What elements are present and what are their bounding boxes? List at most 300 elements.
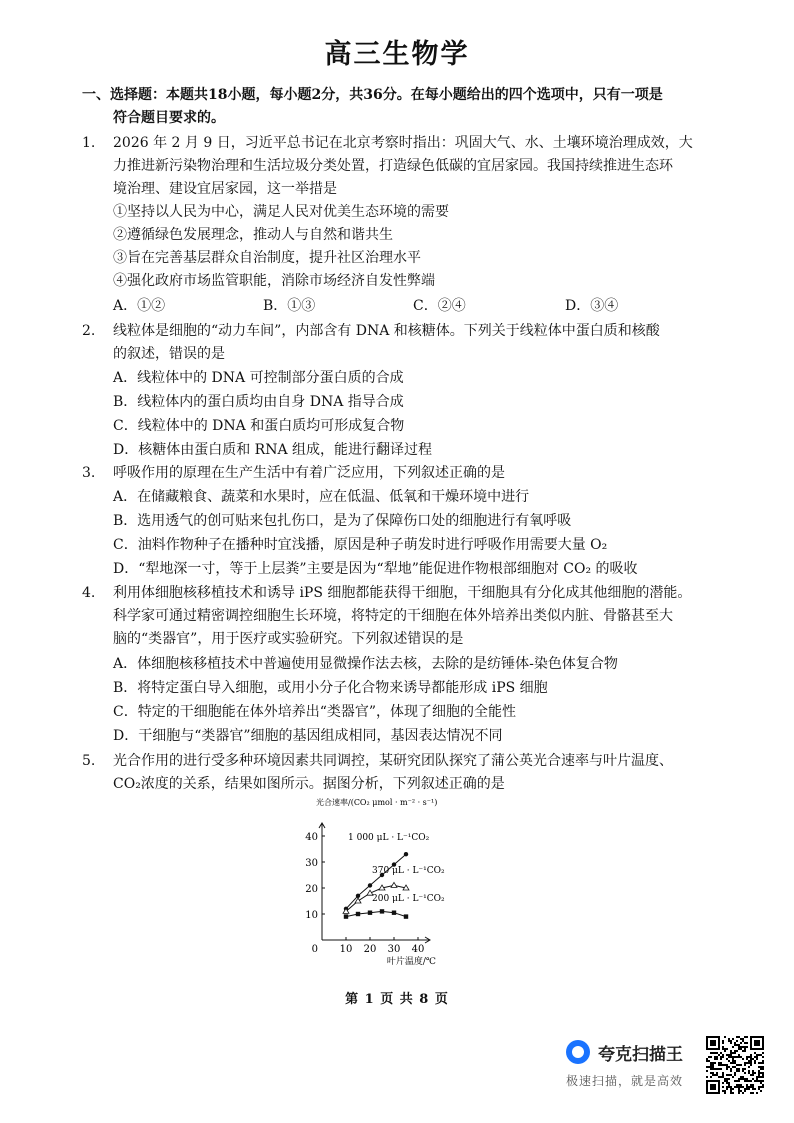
- qr-module: [760, 1090, 762, 1092]
- qr-module: [726, 1064, 728, 1066]
- qr-module: [758, 1080, 760, 1082]
- qr-module: [762, 1076, 764, 1078]
- option-a[interactable]: A．在储藏粮食、蔬菜和水果时，应在低温、低氧和干燥环境中进行: [113, 489, 530, 505]
- qr-module: [746, 1036, 748, 1038]
- qr-module: [754, 1062, 756, 1064]
- question-number: 1.: [82, 135, 96, 151]
- qr-module: [742, 1040, 744, 1042]
- qr-module: [742, 1068, 744, 1070]
- qr-module: [758, 1072, 760, 1074]
- qr-module: [732, 1056, 734, 1058]
- option-a[interactable]: A．体细胞核移植技术中普遍使用显微操作法去核，去除的是纺锤体-染色体复合物: [113, 656, 618, 672]
- question-text: 的叙述，错误的是: [113, 346, 225, 362]
- qr-module: [728, 1066, 730, 1068]
- qr-module: [740, 1078, 742, 1080]
- qr-module: [738, 1092, 740, 1094]
- qr-module: [754, 1056, 756, 1058]
- qr-module: [762, 1052, 764, 1054]
- qr-module: [722, 1046, 724, 1048]
- qr-module: [738, 1090, 740, 1092]
- qr-module: [736, 1068, 738, 1070]
- qr-module: [708, 1066, 710, 1068]
- qr-module: [756, 1080, 758, 1082]
- qr-module: [744, 1062, 746, 1064]
- qr-module: [758, 1076, 760, 1078]
- qr-module: [740, 1086, 742, 1088]
- qr-module: [728, 1054, 730, 1056]
- qr-module: [756, 1056, 758, 1058]
- qr-module: [738, 1036, 740, 1038]
- qr-module: [746, 1084, 748, 1086]
- qr-module: [738, 1046, 740, 1048]
- qr-module: [752, 1086, 754, 1088]
- qr-module: [716, 1072, 718, 1074]
- qr-module: [744, 1072, 746, 1074]
- qr-module: [760, 1066, 762, 1068]
- qr-module: [748, 1066, 750, 1068]
- qr-module: [758, 1062, 760, 1064]
- qr-module: [710, 1064, 712, 1066]
- qr-module: [732, 1062, 734, 1064]
- qr-module: [724, 1090, 726, 1092]
- qr-module: [712, 1064, 714, 1066]
- qr-module: [752, 1074, 754, 1076]
- qr-module: [718, 1068, 720, 1070]
- qr-module: [760, 1076, 762, 1078]
- qr-module: [716, 1074, 718, 1076]
- qr-module: [734, 1072, 736, 1074]
- qr-module: [750, 1080, 752, 1082]
- qr-module: [730, 1088, 732, 1090]
- qr-module: [734, 1062, 736, 1064]
- qr-module: [738, 1056, 740, 1058]
- qr-module: [730, 1074, 732, 1076]
- option-d[interactable]: D．核糖体由蛋白质和 RNA 组成，能进行翻译过程: [113, 442, 433, 458]
- qr-module: [722, 1076, 724, 1078]
- qr-module: [712, 1062, 714, 1064]
- origin-label: 0: [311, 944, 318, 955]
- photosynthesis-chart: [290, 795, 510, 965]
- y-tick-label: 20: [305, 884, 318, 895]
- qr-module: [740, 1048, 742, 1050]
- qr-module: [734, 1052, 736, 1054]
- question-number: 2.: [82, 323, 96, 339]
- qr-finder-core: [710, 1084, 716, 1090]
- qr-module: [762, 1072, 764, 1074]
- qr-module: [710, 1052, 712, 1054]
- qr-module: [746, 1086, 748, 1088]
- qr-module: [716, 1052, 718, 1054]
- qr-module: [724, 1050, 726, 1052]
- y-axis-label: 光合速率/(CO₂ μmol · m⁻² · s⁻¹): [316, 798, 438, 807]
- qr-module: [756, 1054, 758, 1056]
- qr-module: [740, 1046, 742, 1048]
- qr-module: [758, 1088, 760, 1090]
- qr-module: [746, 1046, 748, 1048]
- section-header-line2: 符合题目要求的。: [113, 110, 225, 126]
- data-point: [368, 883, 372, 887]
- qr-module: [762, 1060, 764, 1062]
- qr-module: [732, 1060, 734, 1062]
- qr-module: [730, 1050, 732, 1052]
- option-a[interactable]: A．①②: [113, 298, 166, 314]
- qr-module: [738, 1080, 740, 1082]
- qr-module: [726, 1088, 728, 1090]
- qr-module: [740, 1076, 742, 1078]
- qr-module: [744, 1078, 746, 1080]
- qr-module: [748, 1086, 750, 1088]
- question-statement: ③旨在完善基层群众自治制度，提升社区治理水平: [113, 250, 421, 266]
- qr-module: [706, 1070, 708, 1072]
- question-text: 利用体细胞核移植技术和诱导 iPS 细胞都能获得干细胞，干细胞具有分化成其他细胞的潜能。: [113, 585, 692, 601]
- y-tick-label: 10: [305, 910, 318, 921]
- option-a[interactable]: A．线粒体中的 DNA 可控制部分蛋白质的合成: [113, 370, 404, 386]
- option-b[interactable]: B．将特定蛋白导入细胞，或用小分子化合物来诱导都能形成 iPS 细胞: [113, 680, 548, 696]
- qr-module: [728, 1060, 730, 1062]
- qr-module: [726, 1082, 728, 1084]
- series-label: 370 μL · L⁻¹CO₂: [372, 866, 445, 876]
- qr-module: [744, 1036, 746, 1038]
- data-point: [391, 882, 397, 887]
- qr-module: [722, 1048, 724, 1050]
- qr-module: [712, 1072, 714, 1074]
- qr-module: [740, 1090, 742, 1092]
- qr-module: [748, 1072, 750, 1074]
- qr-module: [710, 1072, 712, 1074]
- qr-module: [734, 1074, 736, 1076]
- qr-module: [762, 1080, 764, 1082]
- question-number: 3.: [82, 465, 96, 481]
- qr-module: [722, 1064, 724, 1066]
- qr-code-icon: [706, 1036, 764, 1094]
- qr-module: [710, 1068, 712, 1070]
- qr-module: [760, 1068, 762, 1070]
- qr-module: [750, 1054, 752, 1056]
- qr-module: [756, 1078, 758, 1080]
- qr-module: [730, 1062, 732, 1064]
- qr-module: [748, 1088, 750, 1090]
- qr-module: [742, 1076, 744, 1078]
- qr-module: [754, 1060, 756, 1062]
- qr-module: [728, 1056, 730, 1058]
- question-text: 光合作用的进行受多种环境因素共同调控，某研究团队探究了蒲公英光合速率与叶片温度、: [113, 753, 673, 769]
- page-title: 高三生物学: [324, 39, 470, 70]
- qr-module: [726, 1068, 728, 1070]
- qr-module: [730, 1070, 732, 1072]
- qr-module: [724, 1078, 726, 1080]
- qr-module: [720, 1052, 722, 1054]
- qr-module: [714, 1062, 716, 1064]
- option-b[interactable]: B．①③: [263, 298, 316, 314]
- option-d[interactable]: D．干细胞与“类器官”细胞的基因组成相同，基因表达情况不同: [113, 728, 503, 744]
- qr-module: [744, 1080, 746, 1082]
- qr-finder-core: [710, 1040, 716, 1046]
- qr-module: [752, 1058, 754, 1060]
- qr-module: [728, 1084, 730, 1086]
- qr-module: [750, 1060, 752, 1062]
- qr-module: [740, 1038, 742, 1040]
- qr-module: [720, 1076, 722, 1078]
- qr-module: [726, 1066, 728, 1068]
- qr-module: [706, 1060, 708, 1062]
- qr-module: [724, 1036, 726, 1038]
- qr-module: [746, 1078, 748, 1080]
- qr-module: [734, 1056, 736, 1058]
- page-footer: 第 1 页 共 8 页: [345, 992, 449, 1007]
- qr-module: [726, 1054, 728, 1056]
- option-c[interactable]: C．线粒体中的 DNA 和蛋白质均可形成复合物: [113, 418, 405, 434]
- qr-module: [754, 1052, 756, 1054]
- qr-module: [720, 1068, 722, 1070]
- qr-module: [762, 1086, 764, 1088]
- qr-module: [738, 1086, 740, 1088]
- qr-module: [762, 1068, 764, 1070]
- data-point: [404, 914, 408, 918]
- x-tick-label: 20: [363, 944, 377, 955]
- qr-module: [722, 1056, 724, 1058]
- x-tick-label: 40: [411, 944, 425, 955]
- qr-module: [752, 1072, 754, 1074]
- qr-module: [726, 1080, 728, 1082]
- option-d[interactable]: D．“犁地深一寸，等于上层粪”主要是因为“犁地”能促进作物根部细胞对 CO₂ 的吸收: [113, 561, 638, 577]
- option-b[interactable]: B．线粒体内的蛋白质均由自身 DNA 指导合成: [113, 394, 404, 410]
- qr-module: [732, 1092, 734, 1094]
- qr-module: [734, 1044, 736, 1046]
- qr-module: [716, 1068, 718, 1070]
- qr-module: [714, 1052, 716, 1054]
- qr-module: [750, 1056, 752, 1058]
- qr-module: [724, 1064, 726, 1066]
- qr-module: [710, 1056, 712, 1058]
- qr-module: [760, 1054, 762, 1056]
- qr-module: [756, 1076, 758, 1078]
- qr-module: [734, 1060, 736, 1062]
- qr-module: [722, 1082, 724, 1084]
- section-header-line1: 一、选择题：本题共18小题，每小题2分，共36分。在每小题给出的四个选项中，只有一项是: [82, 87, 663, 103]
- question-text: 呼吸作用的原理在生产生活中有着广泛应用，下列叙述正确的是: [113, 465, 505, 481]
- data-point: [344, 914, 348, 918]
- qr-module: [732, 1058, 734, 1060]
- y-tick-label: 30: [305, 858, 318, 869]
- qr-module: [762, 1062, 764, 1064]
- qr-module: [728, 1074, 730, 1076]
- qr-module: [714, 1056, 716, 1058]
- qr-module: [744, 1046, 746, 1048]
- qr-module: [738, 1084, 740, 1086]
- question-statement: ④强化政府市场监管职能，消除市场经济自发性弊端: [113, 273, 435, 289]
- qr-module: [722, 1054, 724, 1056]
- qr-module: [736, 1086, 738, 1088]
- qr-module: [732, 1052, 734, 1054]
- series-label: 1 000 μL · L⁻¹CO₂: [348, 833, 430, 843]
- qr-module: [744, 1090, 746, 1092]
- data-point: [404, 852, 408, 856]
- y-tick-label: 40: [305, 832, 318, 843]
- qr-module: [726, 1086, 728, 1088]
- qr-module: [716, 1056, 718, 1058]
- qr-module: [718, 1054, 720, 1056]
- qr-module: [762, 1074, 764, 1076]
- qr-module: [750, 1086, 752, 1088]
- qr-module: [718, 1076, 720, 1078]
- qr-module: [736, 1040, 738, 1042]
- qr-module: [756, 1058, 758, 1060]
- qr-module: [762, 1056, 764, 1058]
- qr-module: [714, 1074, 716, 1076]
- qr-module: [710, 1062, 712, 1064]
- qr-module: [752, 1070, 754, 1072]
- qr-module: [750, 1062, 752, 1064]
- qr-module: [750, 1074, 752, 1076]
- qr-module: [734, 1080, 736, 1082]
- brand-name: 夸克扫描王: [598, 1045, 683, 1065]
- qr-module: [732, 1088, 734, 1090]
- qr-module: [762, 1084, 764, 1086]
- qr-module: [754, 1080, 756, 1082]
- qr-module: [706, 1058, 708, 1060]
- qr-module: [746, 1058, 748, 1060]
- question-text: 2026 年 2 月 9 日，习近平总书记在北京考察时指出：巩固大气、水、土壤环境治理成效，大: [113, 135, 693, 151]
- data-point: [380, 909, 384, 913]
- option-c[interactable]: C．油料作物种子在播种时宜浅播，原因是种子萌发时进行呼吸作用需要大量 O₂: [113, 537, 608, 553]
- qr-module: [712, 1052, 714, 1054]
- qr-module: [722, 1074, 724, 1076]
- qr-module: [712, 1074, 714, 1076]
- option-b[interactable]: B．选用透气的创可贴来包扎伤口，是为了保障伤口处的细胞进行有氧呼吸: [113, 513, 572, 529]
- qr-module: [754, 1088, 756, 1090]
- qr-module: [730, 1042, 732, 1044]
- qr-module: [746, 1042, 748, 1044]
- qr-module: [742, 1050, 744, 1052]
- qr-module: [728, 1078, 730, 1080]
- qr-module: [722, 1042, 724, 1044]
- qr-module: [726, 1078, 728, 1080]
- qr-module: [714, 1068, 716, 1070]
- quark-logo-icon: [566, 1040, 590, 1064]
- qr-module: [750, 1084, 752, 1086]
- qr-module: [742, 1046, 744, 1048]
- qr-module: [724, 1080, 726, 1082]
- qr-module: [722, 1086, 724, 1088]
- series-line: [346, 911, 406, 916]
- qr-module: [752, 1084, 754, 1086]
- qr-module: [726, 1074, 728, 1076]
- qr-module: [734, 1050, 736, 1052]
- qr-module: [736, 1050, 738, 1052]
- qr-module: [728, 1082, 730, 1084]
- qr-module: [706, 1076, 708, 1078]
- qr-module: [738, 1078, 740, 1080]
- qr-module: [752, 1092, 754, 1094]
- qr-module: [732, 1076, 734, 1078]
- qr-module: [722, 1090, 724, 1092]
- x-tick-label: 10: [339, 944, 353, 955]
- qr-module: [760, 1080, 762, 1082]
- qr-module: [748, 1060, 750, 1062]
- x-axis-label: 叶片温度/℃: [386, 957, 436, 965]
- qr-module: [742, 1058, 744, 1060]
- qr-module: [740, 1042, 742, 1044]
- data-point: [356, 912, 360, 916]
- qr-module: [728, 1086, 730, 1088]
- qr-module: [758, 1074, 760, 1076]
- qr-module: [740, 1056, 742, 1058]
- qr-module: [720, 1056, 722, 1058]
- qr-module: [712, 1068, 714, 1070]
- qr-module: [760, 1086, 762, 1088]
- qr-module: [728, 1040, 730, 1042]
- qr-module: [734, 1086, 736, 1088]
- qr-module: [722, 1040, 724, 1042]
- question-number: 5.: [82, 753, 96, 769]
- qr-module: [744, 1068, 746, 1070]
- qr-module: [720, 1062, 722, 1064]
- qr-module: [716, 1058, 718, 1060]
- qr-module: [738, 1048, 740, 1050]
- qr-module: [744, 1064, 746, 1066]
- qr-module: [746, 1080, 748, 1082]
- qr-module: [738, 1064, 740, 1066]
- qr-module: [760, 1062, 762, 1064]
- qr-module: [736, 1036, 738, 1038]
- question-number: 4.: [82, 585, 96, 601]
- qr-module: [748, 1080, 750, 1082]
- option-c[interactable]: C．特定的干细胞能在体外培养出“类器官”，体现了细胞的全能性: [113, 704, 517, 720]
- data-point: [392, 911, 396, 915]
- qr-module: [730, 1052, 732, 1054]
- question-statement: ①坚持以人民为中心，满足人民对优美生态环境的需要: [113, 204, 449, 220]
- qr-module: [760, 1072, 762, 1074]
- qr-module: [738, 1088, 740, 1090]
- qr-module: [738, 1068, 740, 1070]
- qr-module: [742, 1078, 744, 1080]
- qr-module: [730, 1086, 732, 1088]
- qr-module: [736, 1080, 738, 1082]
- qr-module: [724, 1092, 726, 1094]
- qr-module: [740, 1064, 742, 1066]
- qr-module: [742, 1038, 744, 1040]
- question-text: 线粒体是细胞的“动力车间”，内部含有 DNA 和核糖体。下列关于线粒体中蛋白质和核酸: [113, 323, 660, 339]
- qr-module: [758, 1070, 760, 1072]
- qr-module: [758, 1054, 760, 1056]
- qr-module: [732, 1046, 734, 1048]
- qr-module: [746, 1056, 748, 1058]
- series-label: 200 μL · L⁻¹CO₂: [372, 894, 445, 904]
- question-text: 力推进新污染物治理和生活垃圾分类处置，打造绿色低碳的宜居家园。我国持续推进生态环: [113, 158, 673, 174]
- qr-module: [752, 1078, 754, 1080]
- qr-module: [742, 1086, 744, 1088]
- option-d[interactable]: D．③④: [565, 298, 619, 314]
- qr-module: [718, 1062, 720, 1064]
- qr-module: [744, 1042, 746, 1044]
- qr-module: [736, 1056, 738, 1058]
- qr-module: [742, 1092, 744, 1094]
- qr-module: [738, 1054, 740, 1056]
- qr-module: [746, 1062, 748, 1064]
- option-c[interactable]: C．②④: [413, 298, 466, 314]
- qr-module: [726, 1058, 728, 1060]
- qr-module: [734, 1042, 736, 1044]
- qr-module: [714, 1058, 716, 1060]
- qr-module: [738, 1044, 740, 1046]
- qr-module: [736, 1084, 738, 1086]
- question-text: 境治理、建设宜居家园，这一举措是: [113, 181, 337, 197]
- question-text: 脑的“类器官”，用于医疗或实验研究。下列叙述错误的是: [113, 631, 464, 647]
- qr-module: [760, 1082, 762, 1084]
- qr-module: [748, 1062, 750, 1064]
- qr-module: [710, 1076, 712, 1078]
- qr-module: [736, 1044, 738, 1046]
